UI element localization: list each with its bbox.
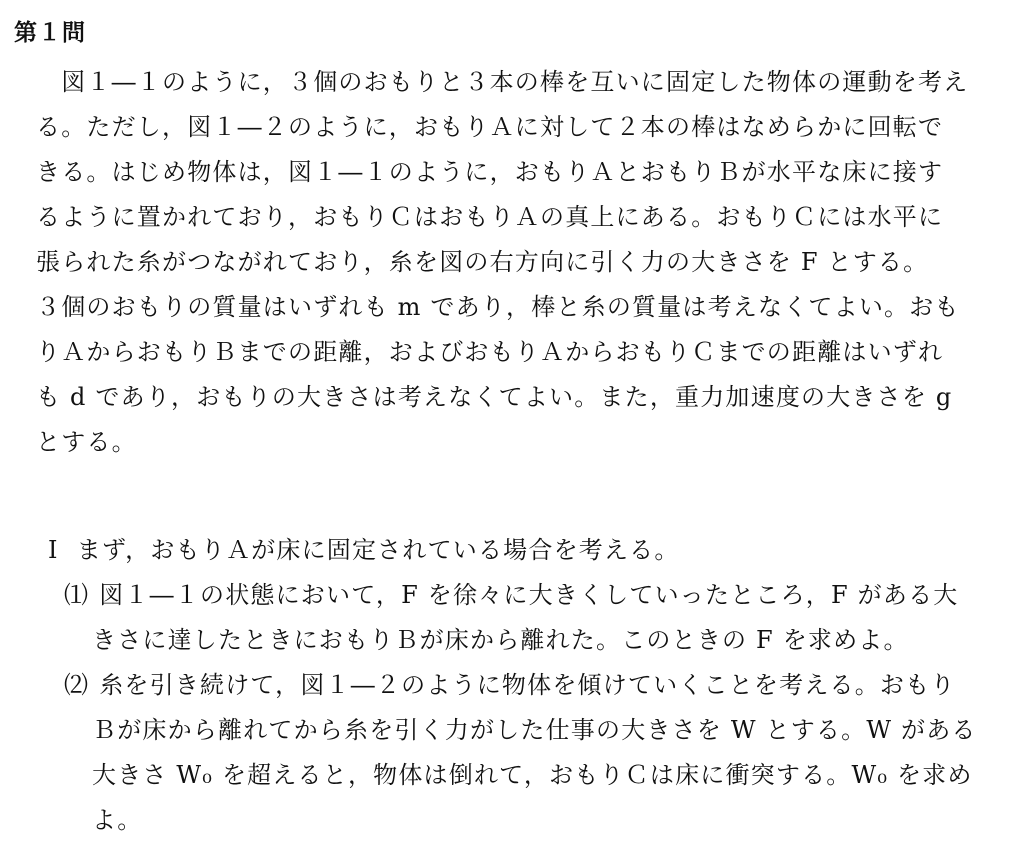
statement-line: るように置かれており，おもりＣはおもりＡの真上にある。おもりＣには水平に [36, 203, 944, 231]
question-text: 糸を引き続けて，図１―２のように物体を傾けていくことを考える。おもり [99, 671, 956, 699]
statement-line: 図１―１のように，３個のおもりと３本の棒を互いに固定した物体の運動を考え [36, 68, 969, 96]
statement-line: 張られた糸がつながれており，糸を図の右方向に引く力の大きさを F とする。 [36, 248, 929, 276]
statement-line: ３個のおもりの質量はいずれも m であり，棒と糸の質量は考えなくてよい。おも [36, 293, 960, 321]
question-line: Ｂが床から離れてから糸を引く力がした仕事の大きさを W とする。W がある [92, 716, 977, 744]
question-number: ⑵ [64, 671, 90, 699]
section-heading [48, 528, 680, 573]
question-line: きさに達したときにおもりＢが床から離れた。このときの F を求めよ。 [92, 626, 909, 654]
section-intro: まず，おもりＡが床に固定されている場合を考える。 [76, 536, 680, 564]
question-line [64, 663, 1004, 708]
statement-line: も d であり，おもりの大きさは考えなくてよい。また，重力加速度の大きさを g [36, 383, 953, 411]
question-text: 図１―１の状態において，F を徐々に大きくしていったところ，F がある大 [99, 581, 959, 609]
problem-title: 第１問 [14, 20, 86, 46]
statement-line: りＡからおもりＢまでの距離，およびおもりＡからおもりＣまでの距離はいずれ [36, 338, 944, 366]
question-number: ⑴ [64, 581, 90, 609]
question-line: よ。 [92, 806, 143, 834]
question-line: 大きさ W₀ を超えると，物体は倒れて，おもりＣは床に衝突する。W₀ を求め [92, 761, 973, 789]
statement-line: きる。はじめ物体は，図１―１のように，おもりＡとおもりＢが水平な床に接す [36, 158, 944, 186]
question-2 [64, 663, 1004, 843]
statement-line: る。ただし，図１―２のように，おもりＡに対して２本の棒はなめらかに回転で [36, 113, 944, 141]
question-line [64, 573, 1004, 618]
problem-statement [36, 60, 996, 465]
statement-line: とする。 [36, 428, 137, 456]
section-numeral: Ⅰ [48, 536, 59, 564]
question-1 [64, 573, 1004, 663]
